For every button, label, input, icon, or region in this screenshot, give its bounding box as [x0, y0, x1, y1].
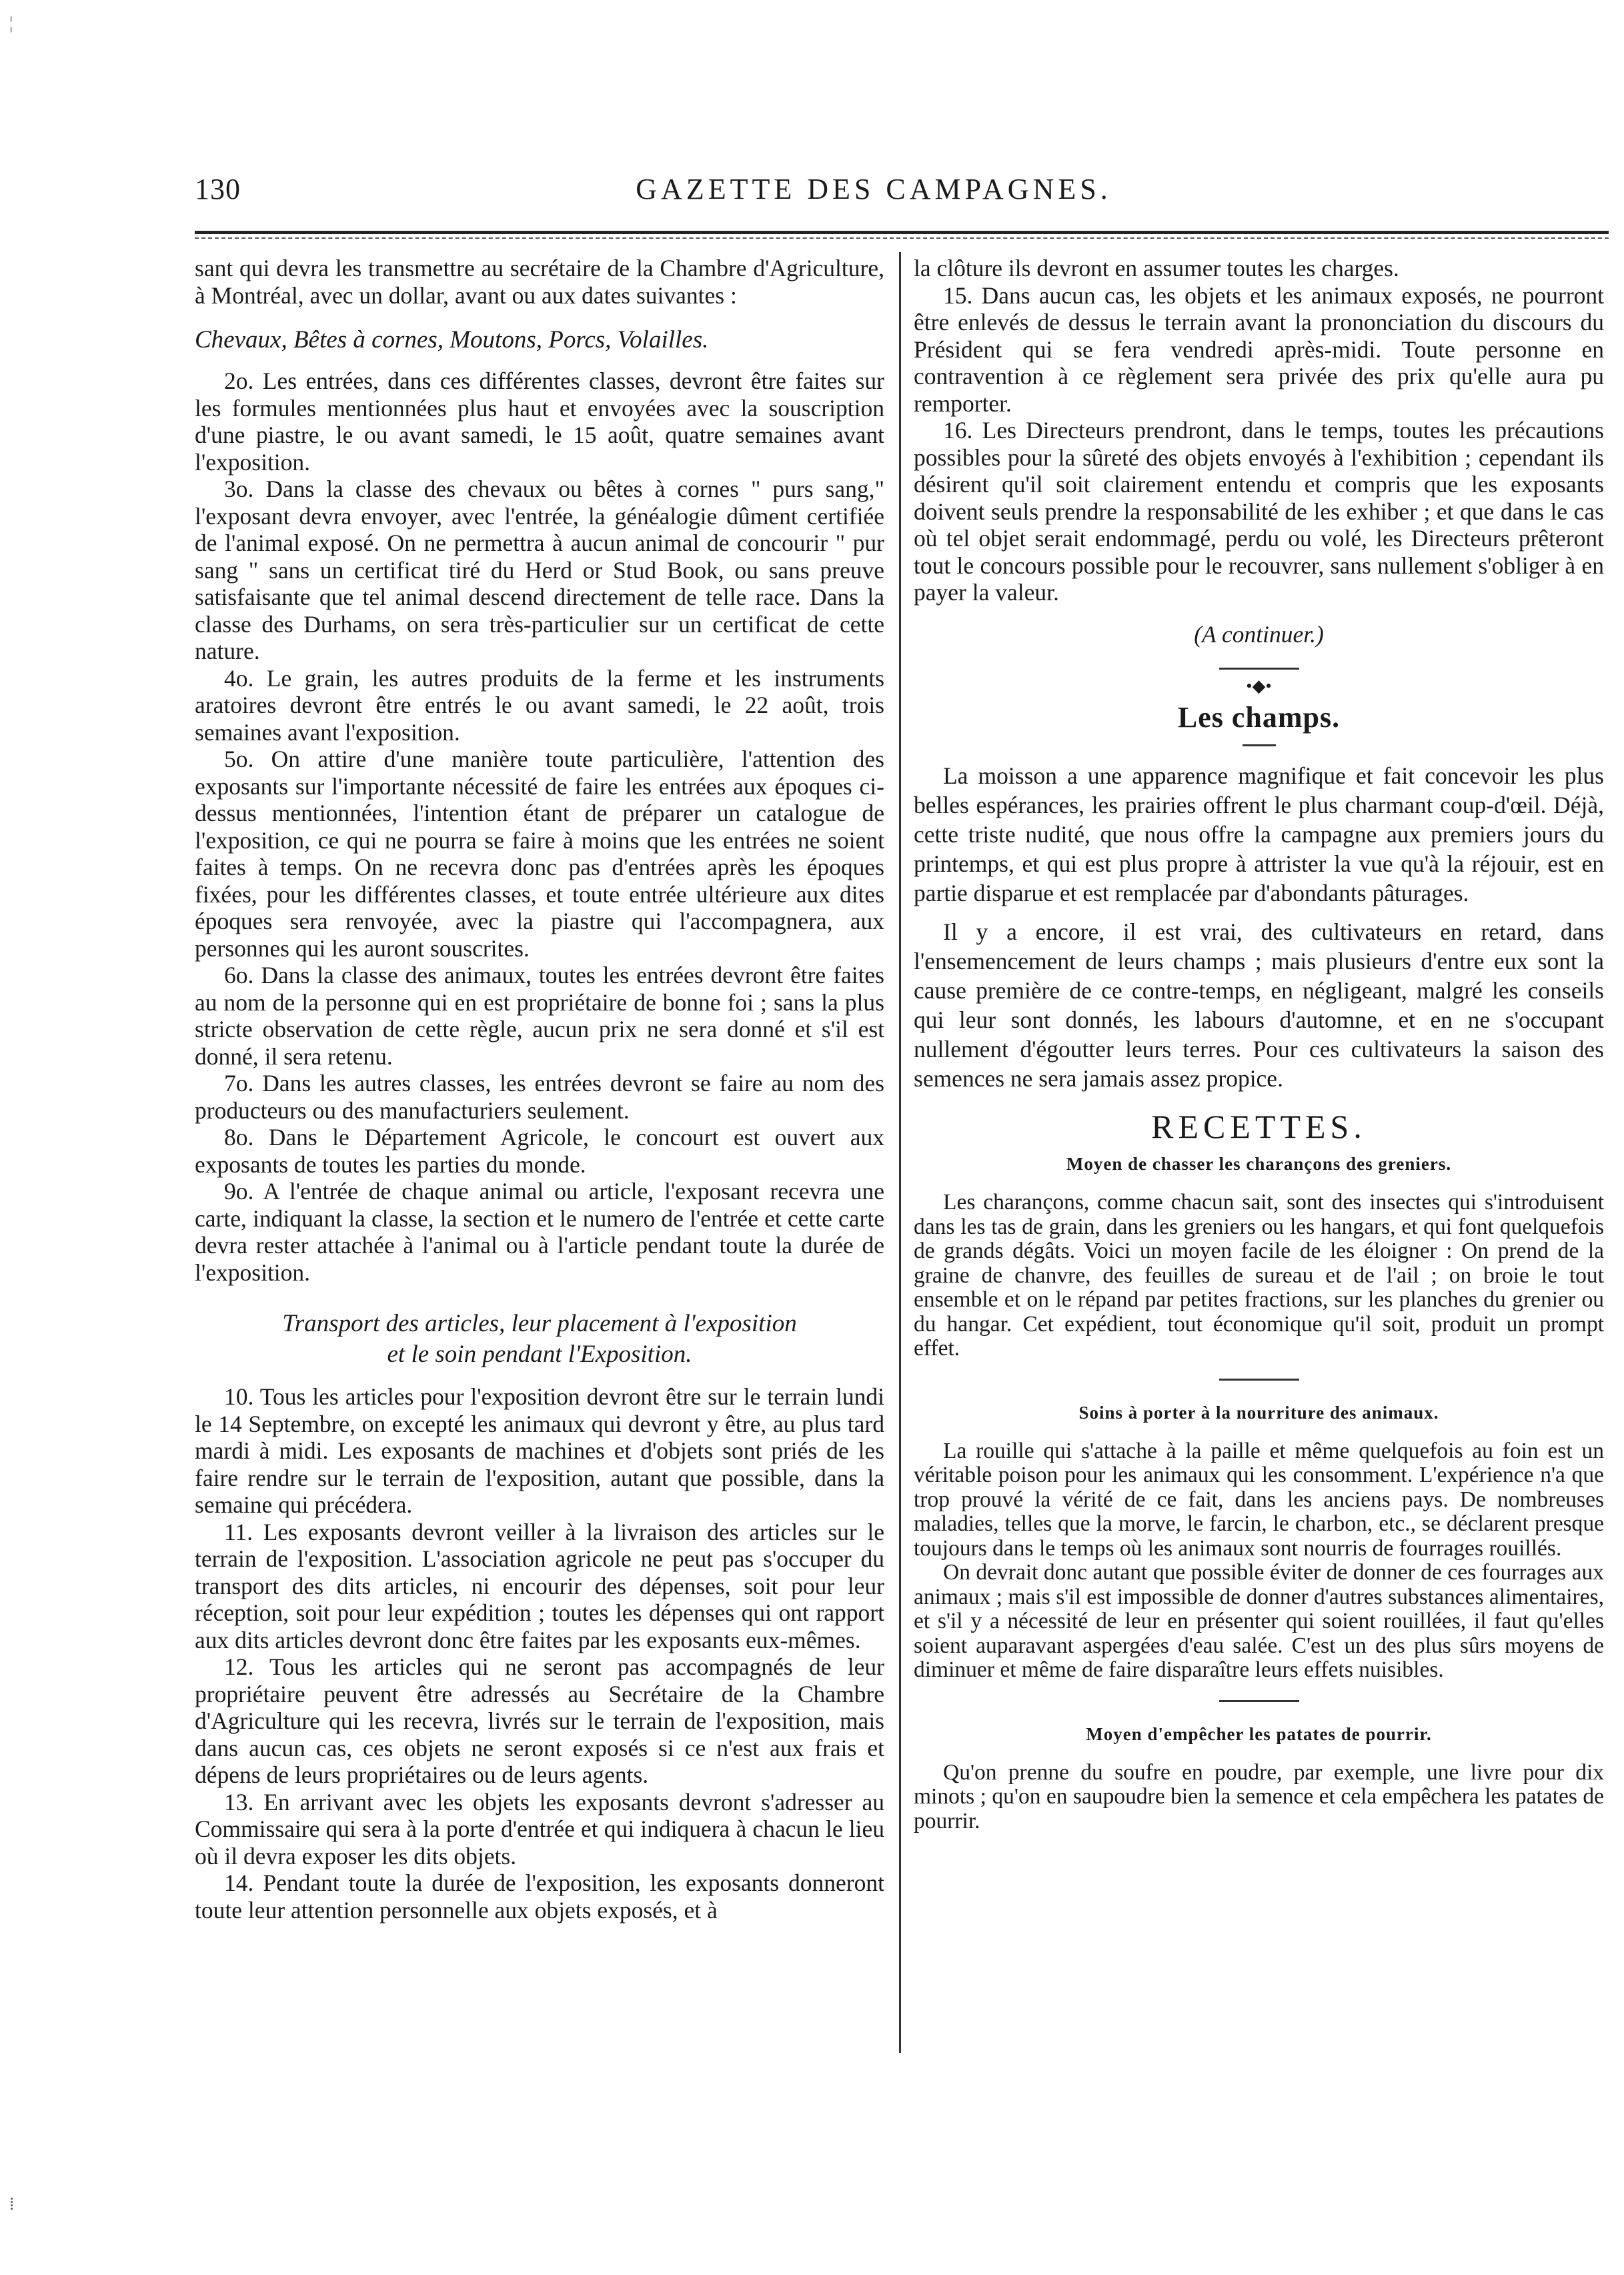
rule-8: 8o. Dans le Département Agricole, le concourt est ouvert aux exposants de toutes les parties du monde.	[195, 1124, 884, 1178]
journal-title: GAZETTE DES CAMPAGNES.	[636, 173, 1112, 205]
rule-16: 16. Les Directeurs prendront, dans le temps, toutes les précautions possibles pour la sûreté des objets envoyés à l'exhibition ; cependant ils désirent qu'il soit clairement entendu et compris que les exposants doivent seuls prendre la responsabilité de les exhiber ; et que dans le cas où tel objet serait endommagé, perdu ou volé, les Directeurs prêteront tout le concours possible pour le recouvrer, sans nullement s'obliger à en payer la valeur.	[914, 417, 1604, 606]
animal-classes-line: Chevaux, Bêtes à cornes, Moutons, Porcs, Volailles.	[195, 326, 709, 353]
recipe-patates	[914, 1722, 1604, 1834]
transport-subheading	[195, 1309, 884, 1370]
to-be-continued: (A continuer.)	[1194, 620, 1324, 648]
header-rule	[195, 231, 1609, 234]
recettes-title: RECETTES.	[1151, 1108, 1367, 1145]
right-column	[914, 255, 1604, 1833]
rule-10: 10. Tous les articles pour l'exposition devront être sur le terrain lundi le 14 Septembre, on excepté les animaux qui devront y être, au plus tard mardi à midi. Les exposants de machines et d'objets sont priés de les faire rendre sur le terrain de l'exposition, autant que possible, dans la semaine qui précédera.	[195, 1383, 884, 1518]
recipe-text-nourriture: La rouille qui s'attache à la paille et même quelquefois au foin est un véritable poison pour les animaux qui les consomment. L'expérience n'a que trop prouvé la vérité de ce fait, dans les anciens pays. De nombreuses maladies, telles que la morve, le farcin, le charbon, etc., se déclarent presque toujours dans le temps où les animaux sont nourris de fourrages rouillés.	[914, 1438, 1604, 1561]
transport-subheading-line1: Transport des articles, leur placement à l'exposition	[282, 1310, 797, 1337]
recipe-text-nourriture-2: On devrait donc autant que possible éviter de donner de ces fourrages aux animaux ; mais s'il est impossible de donner d'autres substances alimentaires, et s'il y a nécessité de leur en présenter qui soient rouillées, il faut qu'elles soient auparavant aspergées d'eau salée. C'est un des plus sûrs moyens de diminuer et même de faire disparaître leurs effets nuisibles.	[914, 1560, 1604, 1682]
recipe-text-patates: Qu'on prenne du soufre en poudre, par exemple, une livre pour dix minots ; qu'on en saupoudre bien la semence et cela empêchera les patates de pourrir.	[914, 1759, 1604, 1833]
recipe-charancons	[914, 1152, 1604, 1361]
rule-5: 5o. On attire d'une manière toute particulière, l'attention des exposants sur l'importante nécessité de faire les entrées aux époques ci-dessus mentionnées, l'intention étant de préparer un catalogue de l'exposition, ce qui ne pourra se faire à moins que les entrées ne soient faites à temps. On ne recevra donc pas d'entrées après les époques fixées, pour les différentes classes, et toute entrée ultérieure aux dites époques sera renvoyée, avec la piastre qui l'accompagnera, aux personnes qui les auront souscrites.	[195, 746, 884, 962]
section-separator	[1219, 668, 1299, 670]
recipe-nourriture	[914, 1401, 1604, 1683]
rule-3: 3o. Dans la classe des chevaux ou bêtes à cornes " purs sang," l'exposant devra envoyer, avec l'entrée, la généalogie dûment certifiée de l'animal exposé. On ne permettra à aucun animal de concourir " pur sang " sans un certificat tiré du Herd or Stud Book, ou sans preuve satisfaisante que tel animal descend directement de telle race. Dans la classe des Durhams, on sera très-particulier sur un certificat de cette nature.	[195, 476, 884, 664]
paragraph-intro: sant qui devra les transmettre au secrétaire de la Chambre d'Agriculture, à Montréal, avec un dollar, avant ou aux dates suivantes :	[195, 255, 884, 309]
recipe-separator	[1219, 1379, 1299, 1381]
rule-15: 15. Dans aucun cas, les objets et les animaux exposés, ne pourront être enlevés de dessus le terrain avant la prononciation du discours du Président qui se fera vendredi après-midi. Toute personne en contravention à ce règlement sera privée des prix qu'elle aura pu remporter.	[914, 281, 1604, 417]
margin-mark-bottom: ⁞	[9, 2194, 15, 2214]
rule-14: 14. Pendant toute la durée de l'exposition, les exposants donneront toute leur attention personnelle aux objets exposés, et à	[195, 1869, 884, 1924]
rule-2: 2o. Les entrées, dans ces différentes classes, devront être faites sur les formules mentionnées plus haut et envoyées avec la souscription d'une piastre, le ou avant samedi, le 15 août, quatre semaines avant l'exposition.	[195, 367, 884, 476]
rule-13: 13. En arrivant avec les objets les exposants devront s'adresser au Commissaire qui sera à la porte d'entrée et qui indiquera à chacun le lieu où il devra exposer les dits objets.	[195, 1788, 884, 1869]
rule-11: 11. Les exposants devront veiller à la livraison des articles sur le terrain de l'exposition. L'association agricole ne peut pas s'occuper du transport des dits articles, ni encourir des dépenses, soit pour leur réception, soit pour leur expédition ; toutes les dépenses qui ont rapport aux dits articles devront donc être faites par les exposants eux-mêmes.	[195, 1518, 884, 1653]
title-rule	[1243, 744, 1276, 746]
left-column	[195, 255, 884, 1924]
column-divider	[899, 252, 901, 2053]
rule-7: 7o. Dans les autres classes, les entrées devront se faire au nom des producteurs ou des manufacturiers seulement.	[195, 1070, 884, 1124]
champs-title: Les champs.	[1177, 701, 1341, 734]
champs-paragraph-2: Il y a encore, il est vrai, des cultivateurs en retard, dans l'ensemencement de leurs champs ; mais plusieurs d'entre eux sont la cause première de ce contre-temps, en négligeant, malgré les conseils qui leur sont donnés, les labours d'automne, et en ne s'occupant nullement d'égoutter leurs terres. Pour ces cultivateurs la saison des semences ne sera jamais assez propice.	[914, 918, 1604, 1092]
recipe-separator-2	[1219, 1700, 1299, 1702]
page-header	[160, 172, 1587, 205]
margin-mark-top: ¦	[9, 13, 13, 33]
paragraph-continued: la clôture ils devront en assumer toutes les charges.	[914, 255, 1399, 281]
page-number: 130	[195, 173, 241, 205]
separator-ornament: •◆•	[1246, 676, 1272, 696]
rule-6: 6o. Dans la classe des animaux, toutes les entrées devront être faites au nom de la personne qui en est propriétaire de bonne foi ; sans la plus stricte observation de cette règle, aucun prix ne sera donné et s'il est donné, il sera retenu.	[195, 962, 884, 1070]
champs-paragraph-1: La moisson a une apparence magnifique et fait concevoir les plus belles espérances, les prairies offrent le plus charmant coup-d'œil. Déjà, cette triste nudité, que nous offre la campagne aux premiers jours du printemps, et qui est plus propre à attrister la vue qu'à la réjouir, est en partie disparue et est remplacée par d'abondants pâturages.	[914, 762, 1604, 906]
recipe-title-patates: Moyen d'empêcher les patates de pourrir.	[1086, 1723, 1432, 1744]
rule-12: 12. Tous les articles qui ne seront pas accompagnés de leur propriétaire peuvent être adressés au Secrétaire de la Chambre d'Agriculture qui les recevra, livrés sur le terrain de l'exposition, mais dans aucun cas, ces objets ne seront exposés si ce n'est aux frais et dépens de leurs propriétaires ou de leurs agents.	[195, 1653, 884, 1788]
transport-subheading-line2: et le soin pendant l'Exposition.	[387, 1341, 692, 1368]
header-rule-dashed	[195, 237, 1609, 239]
recipe-title-charancons: Moyen de chasser les charançons des greniers.	[1066, 1154, 1452, 1174]
rule-9: 9o. A l'entrée de chaque animal ou article, l'exposant recevra une carte, indiquant la classe, la section et le numero de l'entrée et cette carte devra rester attachée à l'animal ou à l'article pendant toute la durée de l'exposition.	[195, 1178, 884, 1286]
rule-4: 4o. Le grain, les autres produits de la ferme et les instruments aratoires devront être entrés le ou avant samedi, le 22 août, trois semaines avant l'exposition.	[195, 664, 884, 746]
recipe-title-nourriture: Soins à porter à la nourriture des animaux.	[1078, 1402, 1439, 1423]
recipe-text-charancons: Les charançons, comme chacun sait, sont des insectes qui s'introduisent dans les tas de grain, dans les greniers ou les hangars, et qui font quelquefois de grands dégâts. Voici un moyen facile de les éloigner : On prend de la graine de chanvre, des feuilles de sureau et de l'ail ; on broie le tout ensemble et on le répand par petites fractions, sur les planches du grenier ou du hangar. Cet expédient, tout économique qu'il soit, produit un prompt effet.	[914, 1190, 1604, 1361]
